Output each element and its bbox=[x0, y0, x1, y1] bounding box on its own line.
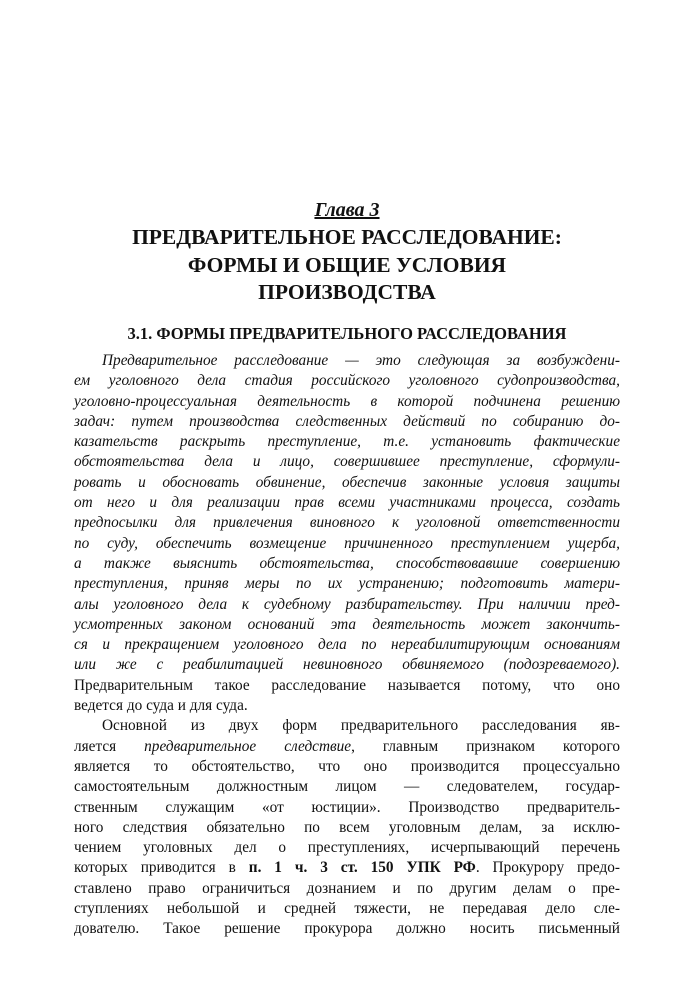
text-line: ся и прекращением уголовного дела по нереабилитирующим основаниям bbox=[74, 636, 620, 654]
text-line: а также выяснить обстоятельства, способствовавшие совершению bbox=[74, 554, 620, 572]
text-line: обстоятельства дела и лицо, совершившее преступление, сформули- bbox=[74, 453, 620, 471]
text-line: предпосылки для привлечения виновного к уголовной ответственности bbox=[74, 514, 620, 532]
chapter-title-line: ПРОИЗВОДСТВА bbox=[258, 280, 436, 304]
text-fragment: которых приводится в bbox=[74, 859, 249, 877]
text-fragment: . Прокурору предо- bbox=[475, 859, 620, 877]
text-line: преступления, приняв меры по их устранению; подготовить матери- bbox=[74, 575, 620, 593]
text-line: от него и для реализации прав всеми участниками процесса, создать bbox=[74, 494, 620, 512]
chapter-title bbox=[74, 224, 620, 307]
text-line bbox=[74, 858, 620, 878]
text-line: ставлено право ограничиться дознанием и по другим делам о пре- bbox=[74, 879, 620, 897]
text-line: Предварительным такое расследование называется потому, что оно bbox=[74, 676, 620, 694]
text-line: самостоятельным должностным лицом — следователем, государ- bbox=[74, 778, 620, 796]
text-line: дователю. Такое решение прокурора должно носить письменный bbox=[74, 920, 620, 938]
term-emphasis: предварительное следствие bbox=[144, 737, 352, 755]
chapter-label: Глава 3 bbox=[314, 199, 380, 221]
text-line: ем уголовного дела стадия российского уголовного судопроизводства, bbox=[74, 372, 620, 390]
text-line: уголовно-процессуальная деятельность в которой подчинена решению bbox=[74, 392, 620, 410]
section-title: 3.1. ФОРМЫ ПРЕДВАРИТЕЛЬНОГО РАССЛЕДОВАНИЯ bbox=[127, 324, 567, 343]
text-line: чением уголовных дел о преступлениях, исчерпывающий перечень bbox=[74, 839, 620, 857]
text-line: является то обстоятельство, что оно производится процессуально bbox=[74, 757, 620, 775]
text-fragment: , главным признаком которого bbox=[351, 737, 620, 755]
text-line: по суду, обеспечить возмещение причиненного преступлением ущерба, bbox=[74, 534, 620, 552]
law-reference: п. 1 ч. 3 ст. 150 УПК РФ bbox=[248, 859, 476, 877]
text-line bbox=[74, 737, 620, 757]
text-line: ственным служащим «от юстиции». Производство предваритель- bbox=[74, 798, 620, 816]
text-line: алы уголовного дела к судебному разбирательству. При наличии пред- bbox=[74, 595, 620, 613]
text-line: ного следствия обязательно по всем уголовным делам, за исклю- bbox=[74, 818, 620, 836]
text-line: ведется до суда и для суда. bbox=[74, 697, 248, 715]
text-line: казательств раскрыть преступление, т.е. установить фактические bbox=[74, 433, 620, 451]
text-line: усмотренных законом оснований эта деятельность может закончить- bbox=[74, 615, 620, 633]
text-fragment: ляется bbox=[74, 737, 145, 755]
text-line: ровать и обосновать обвинение, обеспечив законные условия защиты bbox=[74, 473, 620, 491]
text-line: или же с реабилитацией невиновного обвиняемого (подозреваемого). bbox=[74, 656, 620, 674]
text-line: Предварительное расследование — это следующая за возбуждени- bbox=[102, 352, 620, 369]
text-line: задач: путем производства следственных действий по собиранию до- bbox=[74, 412, 620, 430]
chapter-title-line: ПРЕДВАРИТЕЛЬНОЕ РАССЛЕДОВАНИЕ: bbox=[132, 225, 562, 249]
body-text bbox=[74, 351, 620, 940]
chapter-title-line: ФОРМЫ И ОБЩИЕ УСЛОВИЯ bbox=[187, 252, 507, 277]
text-line: ступлениях небольшой и средней тяжести, не передавая дело сле- bbox=[74, 900, 620, 918]
text-line: Основной из двух форм предварительного расследования яв- bbox=[102, 717, 620, 735]
